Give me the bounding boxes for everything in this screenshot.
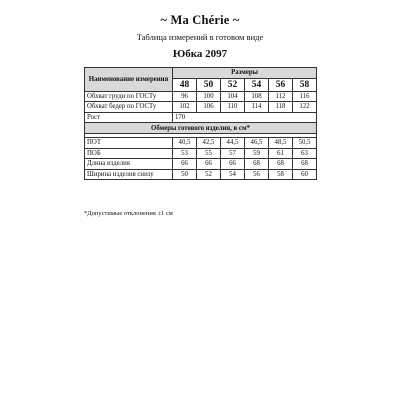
table-cell: 110: [221, 102, 245, 113]
size-cell: 54: [245, 78, 269, 91]
size-cell: 56: [269, 78, 293, 91]
table-cell: 50: [173, 169, 197, 180]
table-row: [85, 169, 317, 180]
section-header-row: [85, 123, 317, 134]
table-cell: 52: [197, 169, 221, 180]
header-measurement-name: Наименование измерения: [85, 68, 173, 92]
table-cell: 68: [245, 159, 269, 170]
table-cell: 58: [269, 169, 293, 180]
table-cell: 66: [173, 159, 197, 170]
table-cell: 68: [293, 159, 317, 170]
table-cell: 59: [245, 148, 269, 159]
table-cell: 114: [245, 102, 269, 113]
size-cell: 58: [293, 78, 317, 91]
brand-title: ~ Ma Chérie ~: [160, 13, 240, 27]
table-cell: 66: [221, 159, 245, 170]
size-cell: 52: [221, 78, 245, 91]
table-cell: 104: [221, 91, 245, 102]
row-label: Длина изделия: [85, 159, 173, 170]
table-row: [85, 112, 317, 123]
table-cell: 48,5: [269, 137, 293, 148]
table-cell: 53: [173, 148, 197, 159]
size-cell: 50: [197, 78, 221, 91]
table-cell: 122: [293, 102, 317, 113]
table-cell: 63: [293, 148, 317, 159]
table-cell: 100: [197, 91, 221, 102]
table-row: [85, 148, 317, 159]
table-row: [85, 159, 317, 170]
size-cell: 48: [173, 78, 197, 91]
table-cell: 50,5: [293, 137, 317, 148]
table-cell: 112: [269, 91, 293, 102]
table-row: [85, 137, 317, 148]
table-cell: 106: [197, 102, 221, 113]
row-label: Ширина изделия снизу: [85, 169, 173, 180]
model-title: Юбка 2097: [172, 48, 228, 60]
table-cell: 40,5: [173, 137, 197, 148]
tolerance-note: *Допустимые отклонения ±1 см: [84, 210, 173, 217]
table-cell: 54: [221, 169, 245, 180]
document-subtitle: Таблица измерений в готовом виде: [136, 32, 264, 42]
table-cell: 66: [197, 159, 221, 170]
table-row: [85, 102, 317, 113]
row-label: Обхват бедер по ГОСТу: [85, 102, 173, 113]
table-cell: 118: [269, 102, 293, 113]
section-title: Обмеры готового изделия, в см*: [85, 123, 317, 134]
row-label: ПОБ: [85, 148, 173, 159]
table-cell: 57: [221, 148, 245, 159]
table-cell: 96: [173, 91, 197, 102]
table-cell: 42,5: [197, 137, 221, 148]
table-cell: 46,5: [245, 137, 269, 148]
table-row: [85, 91, 317, 102]
row-label: Рост: [85, 112, 173, 123]
table-cell: 102: [173, 102, 197, 113]
table-cell: 56: [245, 169, 269, 180]
table-cell: 108: [245, 91, 269, 102]
table-cell: 61: [269, 148, 293, 159]
table-cell: 170: [173, 112, 317, 123]
table-cell: 68: [269, 159, 293, 170]
row-label: Обхват груди по ГОСТу: [85, 91, 173, 102]
row-label: ПОТ: [85, 137, 173, 148]
table-cell: 44,5: [221, 137, 245, 148]
table-header-row: [85, 68, 317, 79]
measurements-table: [84, 67, 317, 180]
header-sizes: Размеры: [173, 68, 317, 79]
table-cell: 116: [293, 91, 317, 102]
table-cell: 60: [293, 169, 317, 180]
table-cell: 55: [197, 148, 221, 159]
